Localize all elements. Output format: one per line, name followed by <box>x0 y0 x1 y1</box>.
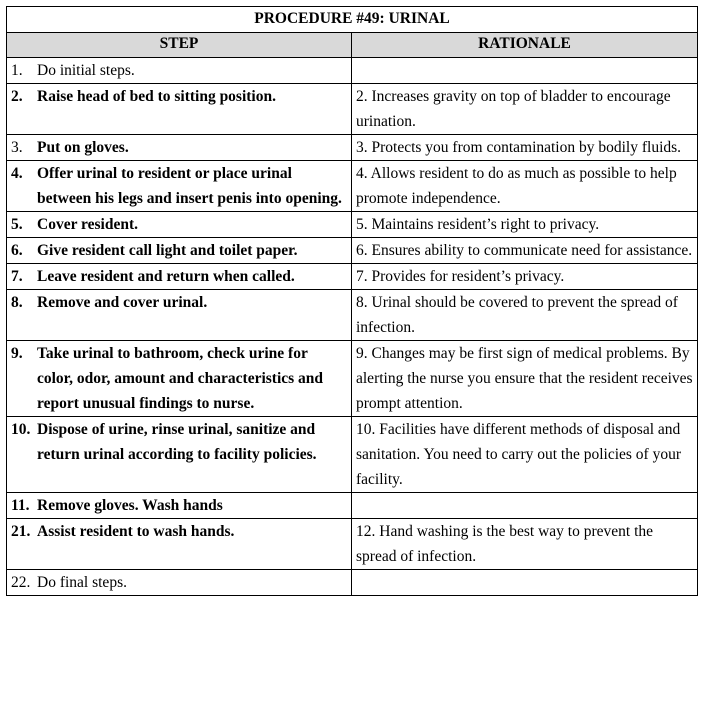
step-number: 3. <box>11 139 23 156</box>
rationale-cell: 5. Maintains resident’s right to privacy. <box>352 212 698 238</box>
step-text: Do final steps. <box>37 574 127 591</box>
rationale-cell: 4. Allows resident to do as much as possible to help promote independence. <box>352 161 698 212</box>
step-cell <box>7 212 352 238</box>
table-row <box>7 570 698 596</box>
step-text: Put on gloves. <box>37 139 129 156</box>
header-row <box>7 33 698 58</box>
step-text: Remove gloves. Wash hands <box>37 497 223 514</box>
step-number: 8. <box>11 294 23 311</box>
step-cell <box>7 238 352 264</box>
step-text: Raise head of bed to sitting position. <box>37 88 276 105</box>
step-cell <box>7 264 352 290</box>
step-number: 7. <box>11 268 23 285</box>
table-row <box>7 161 698 212</box>
step-number: 4. <box>11 165 23 182</box>
step-content <box>11 341 347 416</box>
step-number: 10. <box>11 421 31 438</box>
step-number: 2. <box>11 88 23 105</box>
step-cell <box>7 493 352 519</box>
step-cell <box>7 290 352 341</box>
step-content <box>11 290 347 315</box>
step-text: Remove and cover urinal. <box>37 294 208 311</box>
step-number: 6. <box>11 242 23 259</box>
table-row <box>7 493 698 519</box>
rationale-cell: 2. Increases gravity on top of bladder to encourage urination. <box>352 84 698 135</box>
step-content <box>11 135 347 160</box>
table-row <box>7 238 698 264</box>
step-cell <box>7 570 352 596</box>
step-content <box>11 417 347 467</box>
step-cell <box>7 135 352 161</box>
step-text: Do initial steps. <box>37 62 135 79</box>
step-cell <box>7 519 352 570</box>
step-number: 11. <box>11 497 30 514</box>
step-cell <box>7 341 352 417</box>
rationale-cell: 10. Facilities have different methods of disposal and sanitation. You need to carry out the policies of your facility. <box>352 417 698 493</box>
step-cell <box>7 58 352 84</box>
step-content <box>11 161 347 211</box>
rationale-cell: 3. Protects you from contamination by bodily fluids. <box>352 135 698 161</box>
rationale-cell: 12. Hand washing is the best way to prevent the spread of infection. <box>352 519 698 570</box>
step-number: 21. <box>11 523 31 540</box>
step-content <box>11 58 347 83</box>
rationale-header: RATIONALE <box>352 33 698 58</box>
step-number: 5. <box>11 216 23 233</box>
rationale-cell <box>352 570 698 596</box>
step-number: 9. <box>11 345 23 362</box>
step-header: STEP <box>7 33 352 58</box>
rationale-cell: 7. Provides for resident’s privacy. <box>352 264 698 290</box>
rationale-cell <box>352 58 698 84</box>
step-text: Offer urinal to resident or place urinal between his legs and insert penis into opening. <box>37 165 342 207</box>
table-row <box>7 84 698 135</box>
step-content <box>11 570 347 595</box>
step-content <box>11 519 347 544</box>
procedure-rows <box>7 58 698 596</box>
rationale-cell <box>352 493 698 519</box>
table-row <box>7 519 698 570</box>
procedure-table <box>6 6 698 596</box>
step-content <box>11 238 347 263</box>
table-row <box>7 135 698 161</box>
step-content <box>11 493 347 518</box>
step-cell <box>7 84 352 135</box>
rationale-cell: 8. Urinal should be covered to prevent the spread of infection. <box>352 290 698 341</box>
step-number: 22. <box>11 574 31 591</box>
step-text: Leave resident and return when called. <box>37 268 295 285</box>
step-cell <box>7 161 352 212</box>
step-text: Cover resident. <box>37 216 139 233</box>
step-text: Give resident call light and toilet paper. <box>37 242 298 259</box>
step-number: 1. <box>11 62 23 79</box>
step-cell <box>7 417 352 493</box>
title-row <box>7 7 698 33</box>
rationale-cell: 6. Ensures ability to communicate need for assistance. <box>352 238 698 264</box>
table-row <box>7 417 698 493</box>
procedure-title: PROCEDURE #49: URINAL <box>7 7 698 33</box>
step-text: Take urinal to bathroom, check urine for color, odor, amount and characteristics and report unusual findings to nurse. <box>37 345 324 412</box>
step-content <box>11 264 347 289</box>
table-row <box>7 341 698 417</box>
rationale-cell: 9. Changes may be first sign of medical problems. By alerting the nurse you ensure that the resident receives prompt attention. <box>352 341 698 417</box>
table-row <box>7 58 698 84</box>
table-row <box>7 212 698 238</box>
step-text: Assist resident to wash hands. <box>37 523 235 540</box>
step-content <box>11 212 347 237</box>
step-content <box>11 84 347 109</box>
step-text: Dispose of urine, rinse urinal, sanitize and return urinal according to facility policies. <box>37 421 317 463</box>
table-row <box>7 290 698 341</box>
table-row <box>7 264 698 290</box>
